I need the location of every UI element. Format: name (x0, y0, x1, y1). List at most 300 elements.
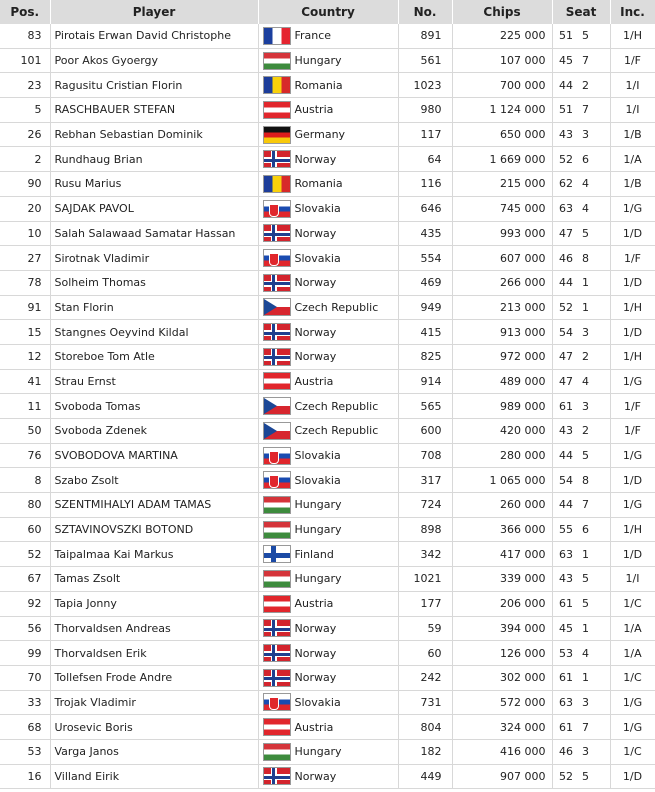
row-table-number: 47 (552, 221, 582, 246)
row-position: 11 (0, 394, 50, 419)
header-seat[interactable]: Seat (552, 0, 610, 24)
row-country (258, 665, 398, 690)
row-chips: 420 000 (452, 419, 552, 444)
row-country-name: Norway (294, 646, 337, 660)
row-player-number: 182 (398, 739, 452, 764)
austria-flag-icon (263, 101, 291, 119)
row-country (258, 567, 398, 592)
table-row (0, 24, 655, 48)
row-position: 90 (0, 172, 50, 197)
header-player[interactable]: Player (50, 0, 258, 24)
row-table-number: 51 (552, 24, 582, 48)
table-row (0, 443, 655, 468)
table-row (0, 468, 655, 493)
row-position: 26 (0, 122, 50, 147)
row-table-number: 43 (552, 567, 582, 592)
row-table-number: 62 (552, 172, 582, 197)
row-player-name: Tapia Jonny (50, 591, 258, 616)
row-seat-number: 1 (582, 665, 610, 690)
row-position: 67 (0, 567, 50, 592)
row-player-number: 724 (398, 493, 452, 518)
row-player-number: 60 (398, 641, 452, 666)
row-chips: 1 669 000 (452, 147, 552, 172)
row-position: 76 (0, 443, 50, 468)
row-table-number: 44 (552, 443, 582, 468)
row-table-number: 44 (552, 493, 582, 518)
row-seat-number: 1 (582, 295, 610, 320)
row-inc: 1/D (610, 221, 655, 246)
row-country (258, 369, 398, 394)
hungary-flag-icon (263, 496, 291, 514)
row-position: 99 (0, 641, 50, 666)
row-table-number: 54 (552, 468, 582, 493)
row-seat-number: 3 (582, 739, 610, 764)
row-player-number: 64 (398, 147, 452, 172)
row-country (258, 493, 398, 518)
row-country (258, 394, 398, 419)
row-player-name: Salah Salawaad Samatar Hassan (50, 221, 258, 246)
row-player-name: Ragusitu Cristian Florin (50, 73, 258, 98)
table-row (0, 98, 655, 123)
czech-flag-icon (263, 397, 291, 415)
row-inc: 1/C (610, 591, 655, 616)
row-table-number: 47 (552, 369, 582, 394)
row-player-name: Poor Akos Gyoergy (50, 48, 258, 73)
row-player-name: Stan Florin (50, 295, 258, 320)
row-table-number: 61 (552, 715, 582, 740)
table-row (0, 295, 655, 320)
row-chips: 416 000 (452, 739, 552, 764)
row-country-name: Norway (294, 769, 337, 783)
slovakia-flag-icon (263, 249, 291, 267)
row-country (258, 24, 398, 48)
table-row (0, 270, 655, 295)
header-chips[interactable]: Chips (452, 0, 552, 24)
row-chips: 489 000 (452, 369, 552, 394)
row-inc: 1/G (610, 196, 655, 221)
row-player-name: Rebhan Sebastian Dominik (50, 122, 258, 147)
row-player-number: 646 (398, 196, 452, 221)
row-player-number: 914 (398, 369, 452, 394)
france-flag-icon (263, 27, 291, 45)
table-row (0, 641, 655, 666)
row-inc: 1/D (610, 468, 655, 493)
row-player-number: 117 (398, 122, 452, 147)
row-position: 92 (0, 591, 50, 616)
table-row (0, 221, 655, 246)
table-row (0, 320, 655, 345)
row-country-name: Czech Republic (294, 424, 379, 438)
hungary-flag-icon (263, 570, 291, 588)
table-row (0, 739, 655, 764)
row-country (258, 739, 398, 764)
row-country (258, 122, 398, 147)
row-table-number: 61 (552, 665, 582, 690)
row-country (258, 542, 398, 567)
row-country (258, 320, 398, 345)
row-player-number: 435 (398, 221, 452, 246)
row-seat-number: 1 (582, 542, 610, 567)
row-player-number: 415 (398, 320, 452, 345)
row-chips: 339 000 (452, 567, 552, 592)
row-position: 68 (0, 715, 50, 740)
row-seat-number: 7 (582, 48, 610, 73)
row-country (258, 616, 398, 641)
row-player-name: Tamas Zsolt (50, 567, 258, 592)
row-inc: 1/H (610, 295, 655, 320)
row-seat-number: 5 (582, 591, 610, 616)
row-position: 78 (0, 270, 50, 295)
romania-flag-icon (263, 76, 291, 94)
row-player-name: Svoboda Zdenek (50, 419, 258, 444)
row-player-name: Thorvaldsen Erik (50, 641, 258, 666)
row-chips: 126 000 (452, 641, 552, 666)
row-seat-number: 7 (582, 493, 610, 518)
row-chips: 366 000 (452, 517, 552, 542)
row-chips: 107 000 (452, 48, 552, 73)
row-player-number: 317 (398, 468, 452, 493)
table-row (0, 73, 655, 98)
row-player-name: Svoboda Tomas (50, 394, 258, 419)
row-country-name: Slovakia (294, 251, 341, 265)
row-player-name: Taipalmaa Kai Markus (50, 542, 258, 567)
row-seat-number: 3 (582, 394, 610, 419)
row-player-name: Tollefsen Frode Andre (50, 665, 258, 690)
row-inc: 1/A (610, 147, 655, 172)
row-inc: 1/D (610, 764, 655, 789)
row-country-name: Austria (294, 597, 334, 611)
row-table-number: 63 (552, 542, 582, 567)
row-player-name: Solheim Thomas (50, 270, 258, 295)
table-row (0, 246, 655, 271)
row-player-number: 116 (398, 172, 452, 197)
slovakia-flag-icon (263, 200, 291, 218)
norway-flag-icon (263, 619, 291, 637)
row-chips: 324 000 (452, 715, 552, 740)
row-chips: 907 000 (452, 764, 552, 789)
table-row (0, 419, 655, 444)
row-country (258, 98, 398, 123)
row-position: 52 (0, 542, 50, 567)
row-country-name: Hungary (294, 572, 342, 586)
row-country (258, 295, 398, 320)
row-position: 27 (0, 246, 50, 271)
row-country (258, 270, 398, 295)
row-table-number: 52 (552, 764, 582, 789)
row-player-number: 804 (398, 715, 452, 740)
row-country-name: Norway (294, 152, 337, 166)
row-player-number: 449 (398, 764, 452, 789)
row-country-name: Czech Republic (294, 399, 379, 413)
row-country-name: Austria (294, 103, 334, 117)
row-position: 83 (0, 24, 50, 48)
row-country-name: Czech Republic (294, 300, 379, 314)
row-seat-number: 5 (582, 567, 610, 592)
row-country (258, 344, 398, 369)
norway-flag-icon (263, 348, 291, 366)
table-row (0, 394, 655, 419)
row-player-number: 708 (398, 443, 452, 468)
row-inc: 1/H (610, 517, 655, 542)
row-inc: 1/H (610, 344, 655, 369)
row-inc: 1/F (610, 419, 655, 444)
row-inc: 1/B (610, 122, 655, 147)
row-inc: 1/G (610, 493, 655, 518)
row-chips: 1 124 000 (452, 98, 552, 123)
row-seat-number: 4 (582, 172, 610, 197)
row-player-name: Strau Ernst (50, 369, 258, 394)
row-player-name: Szabo Zsolt (50, 468, 258, 493)
row-position: 5 (0, 98, 50, 123)
row-table-number: 61 (552, 394, 582, 419)
row-player-name: Storeboe Tom Atle (50, 344, 258, 369)
row-player-number: 891 (398, 24, 452, 48)
header-no[interactable]: No. (398, 0, 452, 24)
row-chips: 1 065 000 (452, 468, 552, 493)
row-table-number: 53 (552, 641, 582, 666)
row-position: 101 (0, 48, 50, 73)
row-inc: 1/G (610, 715, 655, 740)
row-player-number: 565 (398, 394, 452, 419)
row-table-number: 55 (552, 517, 582, 542)
row-table-number: 54 (552, 320, 582, 345)
row-seat-number: 8 (582, 246, 610, 271)
row-inc: 1/A (610, 616, 655, 641)
table-row (0, 715, 655, 740)
row-country (258, 419, 398, 444)
row-player-number: 242 (398, 665, 452, 690)
row-country (258, 196, 398, 221)
row-player-number: 825 (398, 344, 452, 369)
norway-flag-icon (263, 224, 291, 242)
row-country (258, 221, 398, 246)
row-country (258, 172, 398, 197)
row-seat-number: 7 (582, 715, 610, 740)
row-position: 23 (0, 73, 50, 98)
row-player-number: 600 (398, 419, 452, 444)
table-row (0, 764, 655, 789)
slovakia-flag-icon (263, 471, 291, 489)
row-country (258, 73, 398, 98)
table-row (0, 616, 655, 641)
row-country-name: Norway (294, 276, 337, 290)
row-country (258, 715, 398, 740)
row-seat-number: 4 (582, 369, 610, 394)
row-position: 20 (0, 196, 50, 221)
row-position: 41 (0, 369, 50, 394)
row-chips: 972 000 (452, 344, 552, 369)
table-row (0, 493, 655, 518)
row-chips: 394 000 (452, 616, 552, 641)
row-country-name: Slovakia (294, 202, 341, 216)
row-country-name: Norway (294, 671, 337, 685)
row-seat-number: 5 (582, 764, 610, 789)
row-player-name: SVOBODOVA MARTINA (50, 443, 258, 468)
row-player-number: 949 (398, 295, 452, 320)
header-country[interactable]: Country (258, 0, 398, 24)
row-seat-number: 2 (582, 344, 610, 369)
row-chips: 213 000 (452, 295, 552, 320)
row-table-number: 44 (552, 73, 582, 98)
row-player-name: Trojak Vladimir (50, 690, 258, 715)
row-seat-number: 5 (582, 443, 610, 468)
row-table-number: 51 (552, 98, 582, 123)
row-chips: 280 000 (452, 443, 552, 468)
table-row (0, 122, 655, 147)
row-seat-number: 5 (582, 24, 610, 48)
header-inc[interactable]: Inc. (610, 0, 655, 24)
table-row (0, 369, 655, 394)
norway-flag-icon (263, 767, 291, 785)
row-position: 60 (0, 517, 50, 542)
row-position: 53 (0, 739, 50, 764)
slovakia-flag-icon (263, 447, 291, 465)
row-table-number: 45 (552, 616, 582, 641)
row-player-number: 342 (398, 542, 452, 567)
row-player-number: 1021 (398, 567, 452, 592)
hungary-flag-icon (263, 521, 291, 539)
row-country (258, 443, 398, 468)
row-player-name: RASCHBAUER STEFAN (50, 98, 258, 123)
row-player-number: 469 (398, 270, 452, 295)
row-inc: 1/I (610, 567, 655, 592)
row-country-name: Hungary (294, 745, 342, 759)
row-inc: 1/F (610, 48, 655, 73)
header-pos[interactable]: Pos. (0, 0, 50, 24)
table-row (0, 690, 655, 715)
row-chips: 417 000 (452, 542, 552, 567)
row-player-name: Thorvaldsen Andreas (50, 616, 258, 641)
row-country (258, 641, 398, 666)
row-country (258, 517, 398, 542)
row-player-name: Urosevic Boris (50, 715, 258, 740)
row-table-number: 43 (552, 419, 582, 444)
row-country-name: Hungary (294, 54, 342, 68)
row-chips: 989 000 (452, 394, 552, 419)
row-country-name: France (294, 29, 332, 43)
row-position: 16 (0, 764, 50, 789)
table-row (0, 567, 655, 592)
row-chips: 572 000 (452, 690, 552, 715)
row-country-name: Hungary (294, 523, 342, 537)
row-player-number: 561 (398, 48, 452, 73)
row-player-name: Varga Janos (50, 739, 258, 764)
austria-flag-icon (263, 372, 291, 390)
row-chips: 607 000 (452, 246, 552, 271)
row-player-number: 554 (398, 246, 452, 271)
norway-flag-icon (263, 323, 291, 341)
row-seat-number: 6 (582, 147, 610, 172)
austria-flag-icon (263, 595, 291, 613)
row-player-name: Stangnes Oeyvind Kildal (50, 320, 258, 345)
row-position: 33 (0, 690, 50, 715)
row-country-name: Slovakia (294, 695, 341, 709)
row-seat-number: 6 (582, 517, 610, 542)
row-country (258, 468, 398, 493)
row-country-name: Romania (294, 177, 343, 191)
row-player-number: 980 (398, 98, 452, 123)
row-player-number: 59 (398, 616, 452, 641)
row-country (258, 147, 398, 172)
row-inc: 1/B (610, 172, 655, 197)
row-country-name: Slovakia (294, 473, 341, 487)
row-country-name: Norway (294, 226, 337, 240)
row-position: 15 (0, 320, 50, 345)
row-chips: 206 000 (452, 591, 552, 616)
row-inc: 1/C (610, 665, 655, 690)
germany-flag-icon (263, 126, 291, 144)
row-seat-number: 4 (582, 641, 610, 666)
row-chips: 225 000 (452, 24, 552, 48)
row-inc: 1/G (610, 443, 655, 468)
row-table-number: 43 (552, 122, 582, 147)
row-chips: 745 000 (452, 196, 552, 221)
row-table-number: 63 (552, 196, 582, 221)
row-player-name: Villand Eirik (50, 764, 258, 789)
row-chips: 650 000 (452, 122, 552, 147)
row-player-name: SZTAVINOVSZKI BOTOND (50, 517, 258, 542)
row-country (258, 764, 398, 789)
row-seat-number: 2 (582, 419, 610, 444)
hungary-flag-icon (263, 52, 291, 70)
row-inc: 1/F (610, 394, 655, 419)
row-player-name: Pirotais Erwan David Christophe (50, 24, 258, 48)
row-player-name: Rundhaug Brian (50, 147, 258, 172)
row-player-number: 898 (398, 517, 452, 542)
row-inc: 1/G (610, 369, 655, 394)
row-table-number: 45 (552, 48, 582, 73)
row-chips: 993 000 (452, 221, 552, 246)
row-table-number: 63 (552, 690, 582, 715)
czech-flag-icon (263, 422, 291, 440)
row-seat-number: 8 (582, 468, 610, 493)
row-inc: 1/I (610, 73, 655, 98)
row-seat-number: 1 (582, 616, 610, 641)
row-player-name: SAJDAK PAVOL (50, 196, 258, 221)
row-player-number: 177 (398, 591, 452, 616)
row-country (258, 690, 398, 715)
table-row (0, 147, 655, 172)
row-position: 12 (0, 344, 50, 369)
row-seat-number: 2 (582, 73, 610, 98)
row-position: 2 (0, 147, 50, 172)
row-player-name: Rusu Marius (50, 172, 258, 197)
hungary-flag-icon (263, 743, 291, 761)
table-row (0, 517, 655, 542)
row-country-name: Austria (294, 720, 334, 734)
row-table-number: 52 (552, 295, 582, 320)
row-position: 80 (0, 493, 50, 518)
row-player-number: 731 (398, 690, 452, 715)
row-chips: 302 000 (452, 665, 552, 690)
row-country-name: Germany (294, 128, 346, 142)
table-row (0, 48, 655, 73)
row-inc: 1/F (610, 246, 655, 271)
norway-flag-icon (263, 150, 291, 168)
table-row (0, 196, 655, 221)
austria-flag-icon (263, 718, 291, 736)
row-seat-number: 3 (582, 122, 610, 147)
row-country-name: Austria (294, 374, 334, 388)
row-inc: 1/A (610, 641, 655, 666)
table-header-row (0, 0, 655, 24)
row-table-number: 52 (552, 147, 582, 172)
row-player-name: SZENTMIHALYI ADAM TAMAS (50, 493, 258, 518)
table-row (0, 172, 655, 197)
table-row (0, 665, 655, 690)
norway-flag-icon (263, 274, 291, 292)
row-chips: 913 000 (452, 320, 552, 345)
